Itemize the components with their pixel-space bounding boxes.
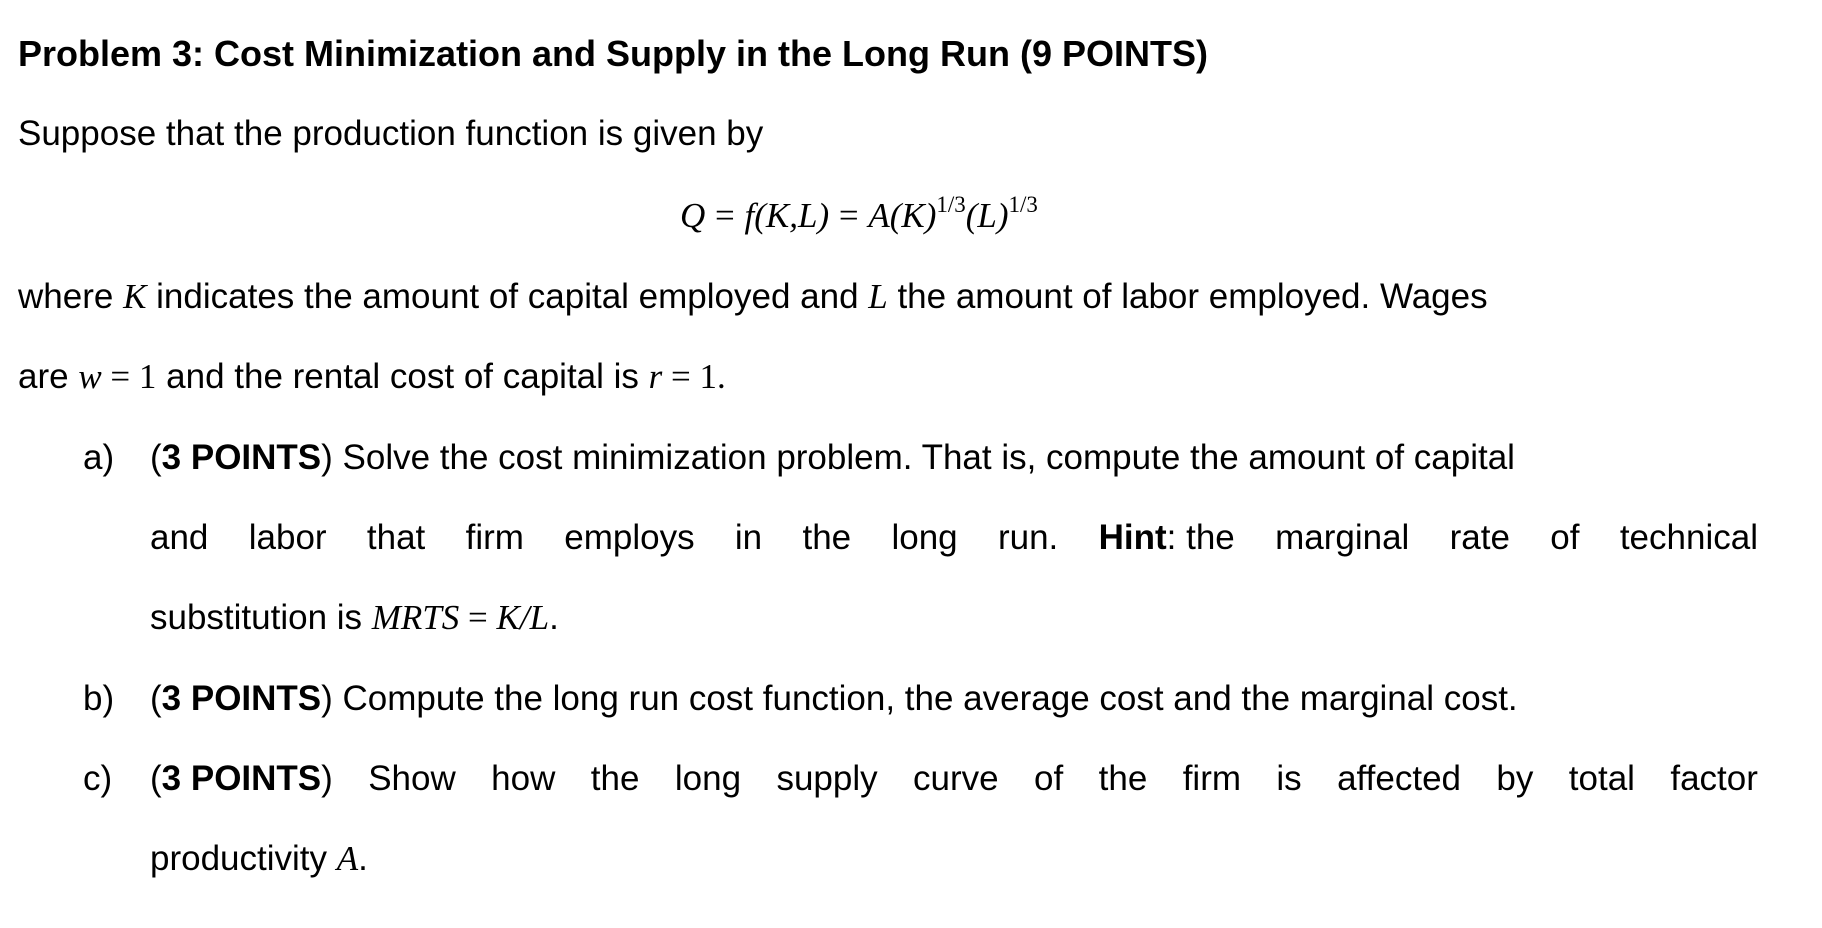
word: of — [1034, 759, 1064, 798]
part-a-line-2 — [150, 517, 1758, 559]
part-a-close-paren: ) — [321, 438, 333, 477]
word: labor — [248, 518, 327, 557]
hint-group — [1099, 517, 1235, 559]
var-w: w — [78, 357, 102, 396]
word: of — [1550, 518, 1580, 557]
part-a-marker: a) — [83, 438, 115, 477]
mrts-equals: = — [459, 598, 497, 637]
part-a-text-3: substitution is — [150, 598, 372, 637]
part-a-line-1 — [150, 437, 1515, 479]
word: total — [1568, 759, 1635, 798]
var-l: L — [868, 277, 888, 316]
are-text-2: and the rental cost of capital is — [156, 357, 649, 396]
eq-l: (L) — [965, 196, 1009, 235]
r-value: = 1. — [662, 357, 726, 396]
word: run. — [997, 518, 1059, 557]
word: factor — [1670, 759, 1758, 798]
word: and — [150, 518, 209, 557]
are-line — [18, 356, 726, 398]
var-k: K — [123, 277, 147, 316]
eq-equals-2: = — [838, 196, 859, 235]
part-b-line — [150, 678, 1518, 720]
where-text-2: indicates the amount of capital employed and — [146, 277, 869, 316]
part-c-points-group: (3 POINTS) — [150, 759, 333, 798]
part-a-open-paren: ( — [150, 438, 162, 477]
var-a: A — [336, 839, 359, 878]
word: firm — [1182, 759, 1241, 798]
part-a-text-1: Solve the cost minimization problem. That is, compute the amount of capital — [332, 438, 1515, 477]
word: technical — [1619, 518, 1758, 557]
part-c-text-2: productivity — [150, 839, 337, 878]
word: is — [1276, 759, 1302, 798]
part-b-close-paren: ) — [321, 679, 333, 718]
word: the — [1098, 759, 1148, 798]
where-text-3: the amount of labor employed. Wages — [887, 277, 1488, 316]
var-r: r — [648, 357, 663, 396]
part-c-line-2 — [150, 838, 368, 880]
part-c-line-1 — [150, 758, 1758, 800]
part-a-points: 3 POINTS — [161, 438, 322, 477]
eq-exp-1: 1/3 — [936, 192, 966, 217]
production-function-equation — [680, 192, 1038, 237]
part-b-points: 3 POINTS — [161, 679, 322, 718]
part-b-text: Compute the long run cost function, the average cost and the marginal cost. — [332, 679, 1518, 718]
part-c-points: 3 POINTS — [161, 759, 322, 798]
word: firm — [465, 518, 524, 557]
word: marginal — [1275, 518, 1410, 557]
word: that — [366, 518, 426, 557]
part-b-open-paren: ( — [150, 679, 162, 718]
part-a-period: . — [549, 598, 559, 637]
word: how — [491, 759, 556, 798]
word: curve — [913, 759, 999, 798]
word: : the — [1166, 518, 1235, 557]
are-text-1: are — [18, 357, 79, 396]
problem-title: Problem 3: Cost Minimization and Supply in the Long Run (9 POINTS) — [18, 33, 1209, 74]
word: the — [802, 518, 852, 557]
word: rate — [1449, 518, 1510, 557]
mrts-ratio: K/L — [496, 598, 550, 637]
where-text-1: where — [18, 277, 124, 316]
mrts: MRTS — [371, 598, 460, 637]
eq-exp-2: 1/3 — [1008, 192, 1038, 217]
word: the — [590, 759, 640, 798]
where-line — [18, 276, 1488, 318]
word: employs — [564, 518, 695, 557]
w-value: = 1 — [101, 357, 157, 396]
eq-q: Q — [680, 196, 706, 235]
word: long — [674, 759, 742, 798]
word: in — [734, 518, 763, 557]
word: affected — [1337, 759, 1461, 798]
eq-equals-1: = — [715, 196, 735, 235]
intro-text: Suppose that the production function is given by — [18, 114, 764, 153]
word: Show — [368, 759, 456, 798]
word: long — [891, 518, 958, 557]
word: by — [1496, 759, 1534, 798]
part-c-period: . — [358, 839, 368, 878]
eq-f: f(K,L) — [744, 196, 830, 235]
word: supply — [776, 759, 878, 798]
part-b-marker: b) — [83, 679, 115, 718]
eq-a: A(K) — [868, 196, 937, 235]
part-c-marker: c) — [83, 759, 113, 798]
part-a-line-3 — [150, 597, 559, 639]
hint-label: Hint — [1098, 518, 1167, 557]
